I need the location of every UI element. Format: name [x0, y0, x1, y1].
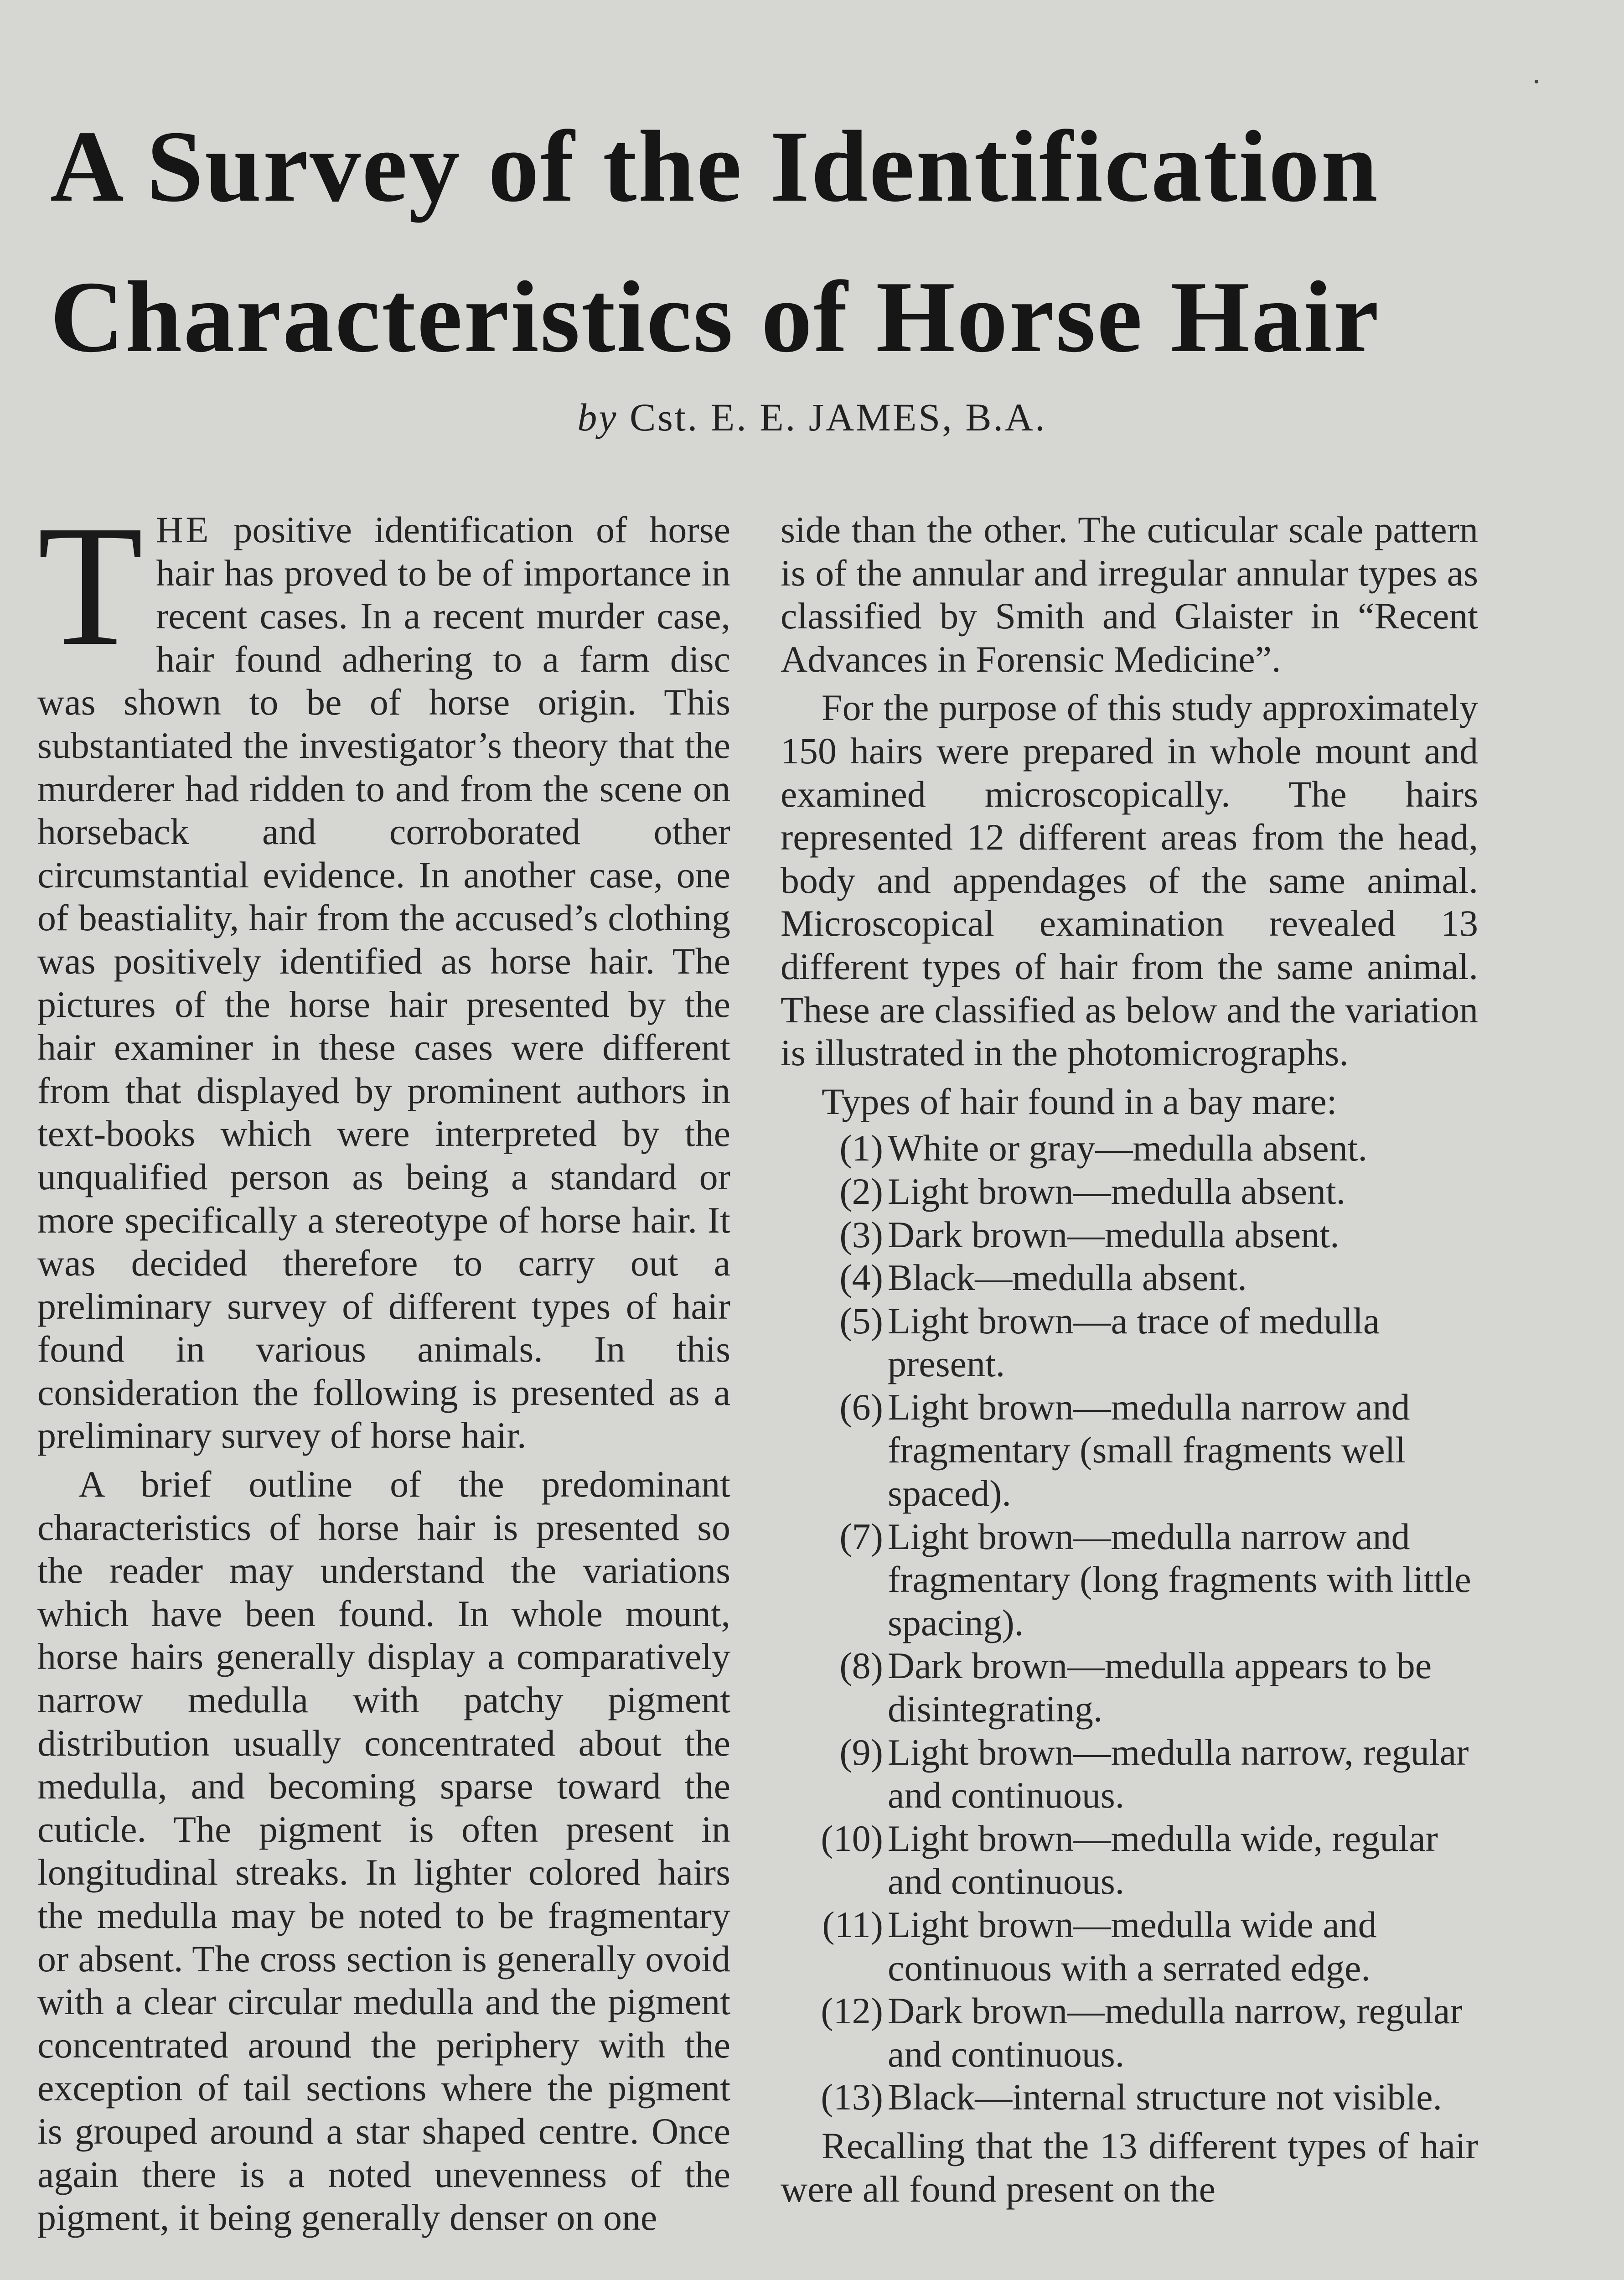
first-word-smallcaps: HE [156, 509, 212, 550]
paragraph-4: For the purpose of this study approximately 150 hairs were prepared in whole mount and examined microscopically. The hairs represented 12 different areas from the head, body and appendages of the same animal. Microscopical examination revealed 13 different types of hair from the same animal. These are classified as below and the variation is illustrated in the photomicrographs. [781, 687, 1478, 1074]
article-title: A Survey of the Identification Characteristics of Horse Hair [50, 110, 1381, 373]
list-item-text: White or gray—medulla absent. [888, 1127, 1367, 1169]
list-intro: Types of hair found in a bay mare: [822, 1080, 1337, 1122]
list-item-number: (11) [822, 1904, 883, 1945]
list-item-text: Light brown—medulla narrow, regular and continuous. [888, 1731, 1469, 1816]
list-item-text: Light brown—medulla narrow and fragmentary (small fragments well spaced). [888, 1386, 1410, 1514]
byline-by: by [577, 395, 618, 439]
list-item-number: (2) [839, 1170, 883, 1212]
list-item [781, 1515, 1478, 1645]
list-item-text: Light brown—medulla narrow and fragmentary (long fragments with little spacing). [888, 1515, 1471, 1643]
list-item-number: (1) [839, 1127, 883, 1169]
list-item-text: Dark brown—medulla absent. [888, 1213, 1340, 1255]
list-item-number: (12) [821, 1990, 883, 2032]
list-item [781, 1386, 1478, 1515]
right-column [781, 508, 1478, 2211]
list-item-number: (8) [839, 1645, 883, 1687]
drop-cap: T [37, 490, 144, 682]
list-item-number: (9) [839, 1731, 883, 1773]
list-item [781, 1127, 1478, 1170]
list-item-text: Light brown—medulla wide and continuous with a serrated edge. [888, 1904, 1377, 1989]
list-item [781, 1644, 1478, 1731]
list-item [781, 1990, 1478, 2076]
list-item-text: Dark brown—medulla appears to be disintegrating. [888, 1645, 1432, 1730]
list-item-text: Light brown—medulla absent. [888, 1170, 1346, 1212]
hair-types-list [781, 1127, 1478, 2119]
ink-speck [1535, 80, 1538, 83]
list-item [781, 1731, 1478, 1817]
list-item [781, 1903, 1478, 1990]
list-item [781, 1817, 1478, 1903]
list-item-number: (3) [839, 1213, 883, 1255]
list-item-text: Black—internal structure not visible. [888, 2076, 1443, 2118]
list-item-number: (7) [839, 1515, 883, 1557]
byline-author: Cst. E. E. JAMES, B.A. [630, 395, 1047, 439]
list-item [781, 2076, 1478, 2119]
paragraph-3: side than the other. The cuticular scale pattern is of the annular and irregular annular types as classified by Smith and Glaister in “Recent Advances in Forensic Medicine”. [781, 509, 1478, 680]
list-item [781, 1170, 1478, 1213]
list-item-text: Light brown—a trace of medulla present. [888, 1300, 1380, 1385]
paragraph-2: A brief outline of the predominant characteristics of horse hair is presented so the reader may understand the variations which have been found. In whole mount, horse hairs generally display a comparatively narrow medulla with patchy pigment distribution usually concentrated about the medulla, and becoming sparse toward the cuticle. The pigment is often present in longitudinal streaks. In lighter colored hairs the medulla may be noted to be fragmentary or absent. The cross section is generally ovoid with a clear circular medulla and the pigment concentrated around the periphery with the exception of tail sections where the pigment is grouped around a star shaped centre. Once again there is a noted unevenness of the pigment, it being generally denser on one [37, 1463, 730, 2239]
paragraph-5: Recalling that the 13 different types of hair were all found present on the [781, 2125, 1478, 2210]
list-item-number: (10) [821, 1817, 883, 1859]
left-column [37, 490, 730, 2239]
list-item [781, 1300, 1478, 1386]
list-item-number: (4) [839, 1257, 883, 1299]
paragraph-1-text: positive identification of horse hair has proved to be of importance in recent cases. In a recent murder case, hair found adhering to a farm disc was shown to be of horse origin. This substantiated the investigator’s theory that the murderer had ridden to and from the scene on horseback and corroborated other circumstantial evidence. In another case, one of beastiality, hair from the accused’s clothing was positively identified as horse hair. The pictures of the horse hair presented by the hair examiner in these cases were different from that displayed by prominent authors in text-books which were interpreted by the unqualified person as being a standard or more specifically a stereotype of horse hair. It was decided therefore to carry out a preliminary survey of different types of hair found in various animals. In this consideration the following is presented as a preliminary survey of horse hair. [37, 509, 730, 1456]
list-item [781, 1213, 1478, 1257]
byline [0, 394, 1624, 440]
list-item-number: (13) [821, 2076, 883, 2118]
list-item [781, 1256, 1478, 1300]
list-item-text: Black—medulla absent. [888, 1257, 1247, 1299]
list-item-text: Light brown—medulla wide, regular and continuous. [888, 1817, 1438, 1902]
list-item-text: Dark brown—medulla narrow, regular and continuous. [888, 1990, 1463, 2075]
paragraph-1 [37, 490, 730, 1457]
list-item-number: (6) [839, 1386, 883, 1428]
list-item-number: (5) [839, 1300, 883, 1342]
